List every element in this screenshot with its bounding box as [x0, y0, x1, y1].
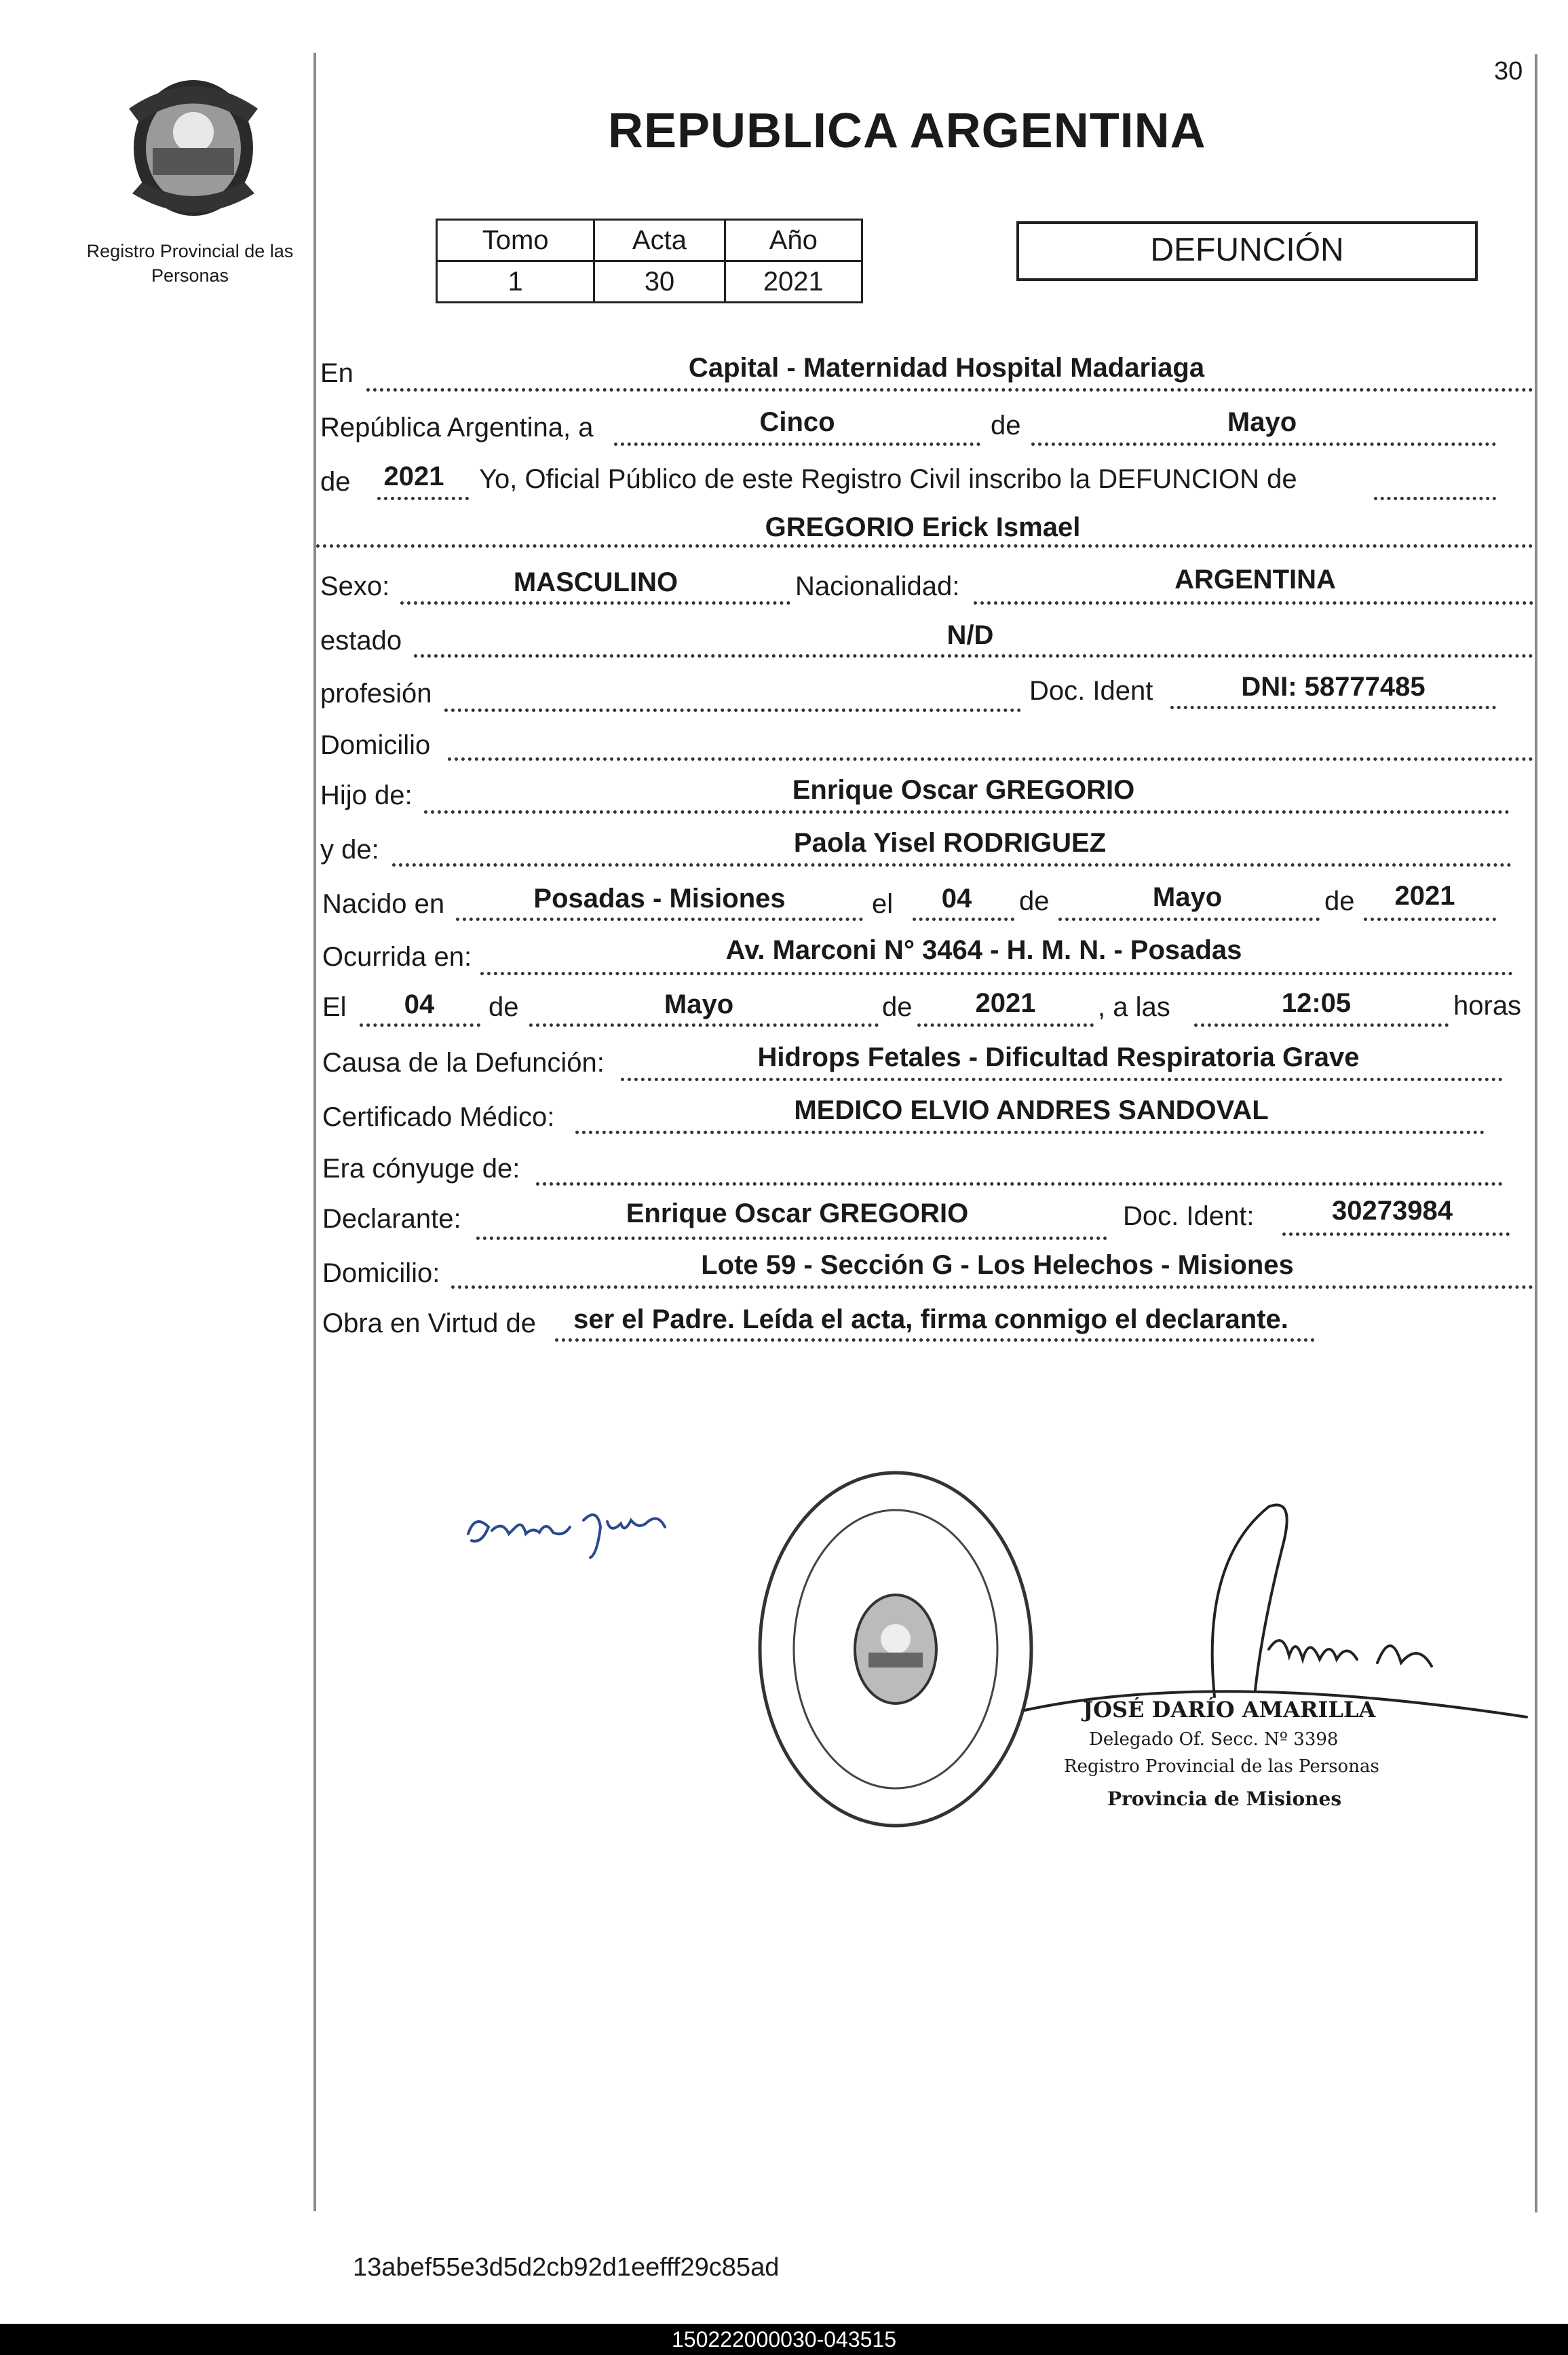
line-declarant: [476, 1237, 1107, 1240]
document-hash: 13abef55e3d5d2cb92d1eefff29c85ad: [353, 2253, 780, 2282]
province-logo: [115, 68, 271, 224]
label-de-3: de: [1019, 886, 1050, 916]
value-cause: Hidrops Fetales - Dificultad Respiratoria Grave: [757, 1042, 1360, 1072]
label-republica: República Argentina, a: [320, 413, 594, 442]
label-conyuge: Era cónyuge de:: [322, 1154, 520, 1184]
value-year: 2021: [383, 461, 444, 491]
line-birth-month: [1058, 918, 1320, 921]
value-birth-day: 04: [941, 884, 972, 913]
value-acta: 30: [594, 261, 725, 303]
header-tomo: Tomo: [437, 220, 594, 261]
value-sex: MASCULINO: [513, 567, 678, 597]
value-month: Mayo: [1227, 407, 1297, 437]
line-death-place: [480, 972, 1513, 975]
line-cause: [621, 1078, 1503, 1081]
header-acta: Acta: [594, 220, 725, 261]
line-declarant-doc: [1282, 1232, 1510, 1236]
barcode-bar: 150222000030-043515: [0, 2324, 1568, 2355]
label-hijo-de: Hijo de:: [320, 780, 413, 810]
value-father: Enrique Oscar GREGORIO: [792, 775, 1135, 805]
line-father: [424, 810, 1510, 814]
line-death-year: [917, 1023, 1094, 1027]
line-domicilio: [448, 757, 1533, 761]
label-el-cap: El: [322, 992, 347, 1022]
label-de-1: de: [991, 411, 1021, 440]
label-de-5: de: [489, 992, 519, 1022]
value-birth-month: Mayo: [1152, 882, 1223, 912]
value-death-month: Mayo: [664, 990, 734, 1019]
handwritten-signature: [461, 1480, 692, 1561]
line-profesion: [444, 709, 1021, 712]
label-a-las: , a las: [1098, 992, 1170, 1022]
line-year: [377, 497, 469, 500]
label-estado: estado: [320, 626, 402, 656]
value-death-place: Av. Marconi N° 3464 - H. M. N. - Posadas: [725, 935, 1242, 965]
label-declarante: Declarante:: [322, 1204, 461, 1234]
official-line2: Registro Provincial de las Personas: [1064, 1756, 1379, 1777]
line-birth-place: [456, 918, 863, 921]
value-death-time: 12:05: [1281, 988, 1352, 1018]
value-birth-year: 2021: [1394, 881, 1455, 911]
line-birth-day: [913, 918, 1014, 921]
label-de-2: de: [320, 467, 351, 497]
line-doctor: [575, 1131, 1485, 1134]
value-doctor: MEDICO ELVIO ANDRES SANDOVAL: [794, 1095, 1269, 1125]
record-type: DEFUNCIÓN: [1016, 221, 1478, 281]
value-declarant-address: Lote 59 - Sección G - Los Helechos - Misiones: [701, 1250, 1294, 1280]
label-causa: Causa de la Defunción:: [322, 1048, 605, 1078]
value-birth-place: Posadas - Misiones: [533, 884, 786, 913]
line-month: [1031, 442, 1496, 446]
label-profesion: profesión: [320, 679, 432, 709]
line-mother: [392, 863, 1512, 867]
value-death-day: 04: [404, 990, 435, 1019]
line-place: [366, 388, 1533, 392]
line-nationality: [974, 601, 1533, 605]
label-y-de: y de:: [320, 835, 379, 865]
value-place: Capital - Maternidad Hospital Madariaga: [688, 353, 1205, 383]
line-conyuge: [536, 1182, 1503, 1186]
value-deceased-name: GREGORIO Erick Ismael: [765, 512, 1081, 542]
line-sex: [400, 601, 790, 605]
official-name: JOSÉ DARÍO AMARILLA: [1083, 1697, 1376, 1722]
label-certificado: Certificado Médico:: [322, 1102, 555, 1132]
label-domicilio-decl: Domicilio:: [322, 1258, 440, 1288]
left-margin-line: [313, 53, 316, 2211]
value-tomo: 1: [437, 261, 594, 303]
label-doc-ident: Doc. Ident: [1029, 676, 1153, 706]
label-en: En: [320, 358, 353, 388]
line-estado: [414, 654, 1533, 658]
line-death-month: [529, 1023, 879, 1027]
value-obra: ser el Padre. Leída el acta, firma conmigo el declarante.: [573, 1304, 1288, 1334]
right-margin-line: [1535, 54, 1537, 2212]
value-doc-ident: DNI: 58777485: [1241, 672, 1426, 702]
line-birth-year: [1364, 918, 1496, 921]
value-declarant: Enrique Oscar GREGORIO: [626, 1199, 969, 1228]
label-doc-ident-decl: Doc. Ident:: [1123, 1201, 1255, 1231]
label-domicilio: Domicilio: [320, 730, 431, 760]
value-anio: 2021: [725, 261, 862, 303]
label-de-4: de: [1324, 886, 1355, 916]
label-ocurrida-en: Ocurrida en:: [322, 942, 472, 972]
line-declarant-address: [451, 1285, 1533, 1289]
label-el: el: [872, 889, 894, 919]
label-horas: horas: [1453, 991, 1522, 1021]
org-name: Registro Provincial de las Personas: [86, 241, 294, 286]
line-death-time: [1194, 1023, 1449, 1027]
value-civil-state: N/D: [946, 620, 994, 650]
value-mother: Paola Yisel RODRIGUEZ: [793, 828, 1107, 858]
country-title: REPUBLICA ARGENTINA: [608, 104, 1206, 158]
record-table: [436, 219, 863, 303]
label-yo: Yo, Oficial Público de este Registro Civil inscribo la DEFUNCION de: [479, 464, 1297, 494]
header-anio: Año: [725, 220, 862, 261]
label-nacionalidad: Nacionalidad:: [795, 571, 960, 601]
label-obra: Obra en Virtud de: [322, 1308, 537, 1338]
official-line1: Delegado Of. Secc. Nº 3398: [1089, 1729, 1339, 1750]
line-obra: [555, 1338, 1315, 1342]
page-number: 30: [1494, 57, 1523, 86]
line-death-day: [360, 1023, 480, 1027]
value-death-year: 2021: [975, 988, 1036, 1018]
line-day: [614, 442, 980, 446]
label-de-6: de: [882, 992, 913, 1022]
label-nacido-en: Nacido en: [322, 889, 445, 919]
value-nationality: ARGENTINA: [1174, 565, 1336, 595]
official-line3: Provincia de Misiones: [1107, 1788, 1342, 1810]
value-day: Cinco: [759, 407, 835, 437]
official-seal: [753, 1466, 1038, 1832]
label-sexo: Sexo:: [320, 571, 390, 601]
line-doc-ident: [1170, 706, 1496, 709]
line-yo-end: [1374, 497, 1496, 500]
line-deceased: [316, 544, 1533, 548]
value-declarant-doc: 30273984: [1332, 1196, 1453, 1226]
